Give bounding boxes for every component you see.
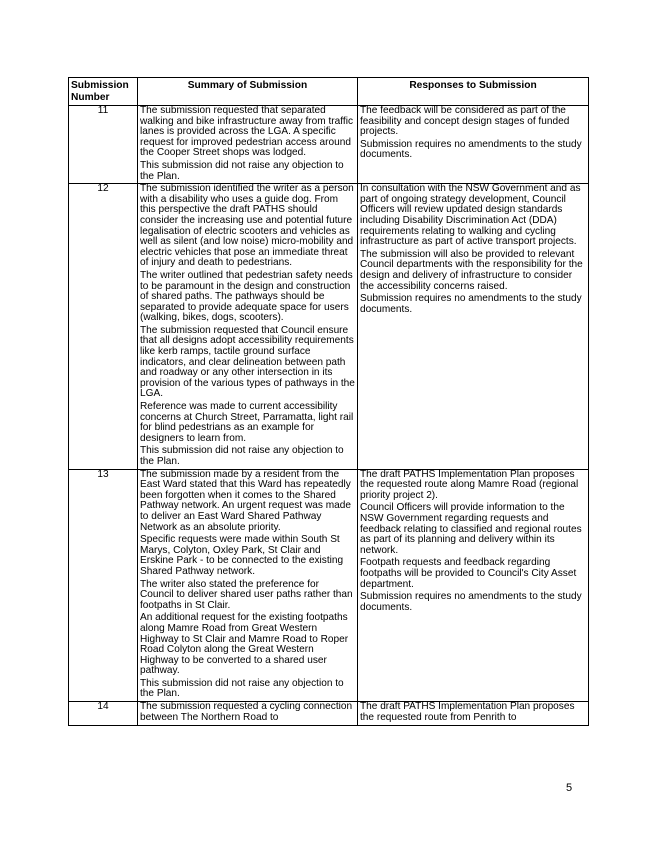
- summary-paragraph: This submission did not raise any objection to the Plan.: [140, 159, 344, 182]
- submission-response: [358, 469, 589, 701]
- summary-paragraph: This submission did not raise any objection to the Plan.: [140, 445, 344, 467]
- summary-paragraph: The submission requested a cycling connection between The Northern Road to: [140, 701, 353, 723]
- table-row: [69, 184, 589, 469]
- response-paragraph: The submission will also be provided to relevant Council departments with the responsibility for the design and delivery of infrastructure to consider the accessibility concerns raised.: [360, 248, 583, 292]
- page-number: 5: [566, 782, 573, 794]
- response-paragraph: The draft PATHS Implementation Plan proposes the requested route along Mamre Road (regional priority project 2).: [360, 468, 579, 501]
- summary-paragraph: Reference was made to current accessibility concerns at Church Street, Parramatta, light rail for blind pedestrians as an example for designers to learn from.: [140, 401, 354, 444]
- summary-paragraph: The writer outlined that pedestrian safety needs to be paramount in the design and construction of shared paths. The pathways should be separated to provide adequate space for users (walking, bikes, dogs, scooters).: [140, 269, 353, 324]
- table-row: [69, 702, 589, 726]
- summary-paragraph: An additional request for the existing footpaths along Mamre Road from Great Western Highway to St Clair and Mamre Road to Roper Road Colyton along the Great Western Highway to be converted to a shared user pathway.: [140, 612, 349, 677]
- summary-paragraph: This submission did not raise any objection to the Plan.: [140, 677, 344, 700]
- submissions-table: [68, 77, 589, 726]
- submission-summary: [138, 184, 358, 469]
- submission-response: [358, 184, 589, 469]
- summary-paragraph: The submission requested that Council ensure that all designs adopt accessibility requirements like kerb ramps, tactile ground surface indicators, and clear delineation between path and roadway or any other intersection in its provision of the various types of pathways in the LGA.: [140, 324, 355, 400]
- header-submission-number: Submission Number: [69, 78, 138, 106]
- response-paragraph: In consultation with the NSW Government and as part of ongoing strategy development, Council Officers will review updated design standards including Disability Discrimination Act (DDA) requirements relating to walking and cycling infrastructure as part of active transport projects.: [360, 183, 581, 248]
- summary-paragraph: The submission identified the writer as a person with a disability who uses a guide dog. From this perspective the draft PATHS should consider the increasing use and potential future legalisation of electric scooters and vehicles as well as silent (and low noise) micro-mobility and electric vehicles that pose an immediate threat of injury and death to pedestrians.: [140, 183, 354, 269]
- header-responses: Responses to Submission: [358, 78, 589, 106]
- summary-paragraph: Specific requests were made within South St Marys, Colyton, Oxley Park, St Clair and Erskine Park - to be connected to the existing Shared Pathway network.: [140, 534, 344, 577]
- submission-response: [358, 702, 589, 726]
- response-paragraph: The feedback will be considered as part of the feasibility and concept design stages of funded projects.: [360, 105, 570, 138]
- submission-summary: [138, 469, 358, 701]
- table-row: [69, 106, 589, 184]
- header-summary: Summary of Submission: [138, 78, 358, 106]
- submission-summary: [138, 106, 358, 184]
- response-paragraph: Submission requires no amendments to the study documents.: [360, 591, 582, 613]
- response-paragraph: Submission requires no amendments to the study documents.: [360, 293, 582, 315]
- submission-number: 13: [69, 469, 138, 701]
- response-paragraph: The draft PATHS Implementation Plan proposes the requested route from Penrith to: [360, 701, 575, 723]
- summary-paragraph: The submission requested that separated walking and bike infrastructure away from traffic lanes is provided across the LGA. A specific request for improved pedestrian access around the Cooper Street shops was lodged.: [140, 105, 353, 159]
- submission-summary: [138, 702, 358, 726]
- submission-number: 14: [69, 702, 138, 726]
- table-header-row: [69, 78, 589, 106]
- response-paragraph: Footpath requests and feedback regarding footpaths will be provided to Council's City Asset department.: [360, 557, 577, 590]
- submission-number: 11: [69, 106, 138, 184]
- submission-response: [358, 106, 589, 184]
- summary-paragraph: The writer also stated the preference for Council to deliver shared user paths rather than footpaths in St Clair.: [140, 578, 353, 611]
- response-paragraph: Submission requires no amendments to the study documents.: [360, 138, 582, 161]
- submission-number: 12: [69, 184, 138, 469]
- response-paragraph: Council Officers will provide information to the NSW Government regarding requests and feedback relating to classified and regional routes as part of its planning and delivery within its network.: [360, 502, 582, 556]
- table-row: [69, 469, 589, 701]
- summary-paragraph: The submission made by a resident from the East Ward stated that this Ward has repeatedly been forgotten when it comes to the Shared Pathway network. An urgent request was made to deliver an East Ward Shared Pathway Network as an absolute priority.: [140, 468, 351, 533]
